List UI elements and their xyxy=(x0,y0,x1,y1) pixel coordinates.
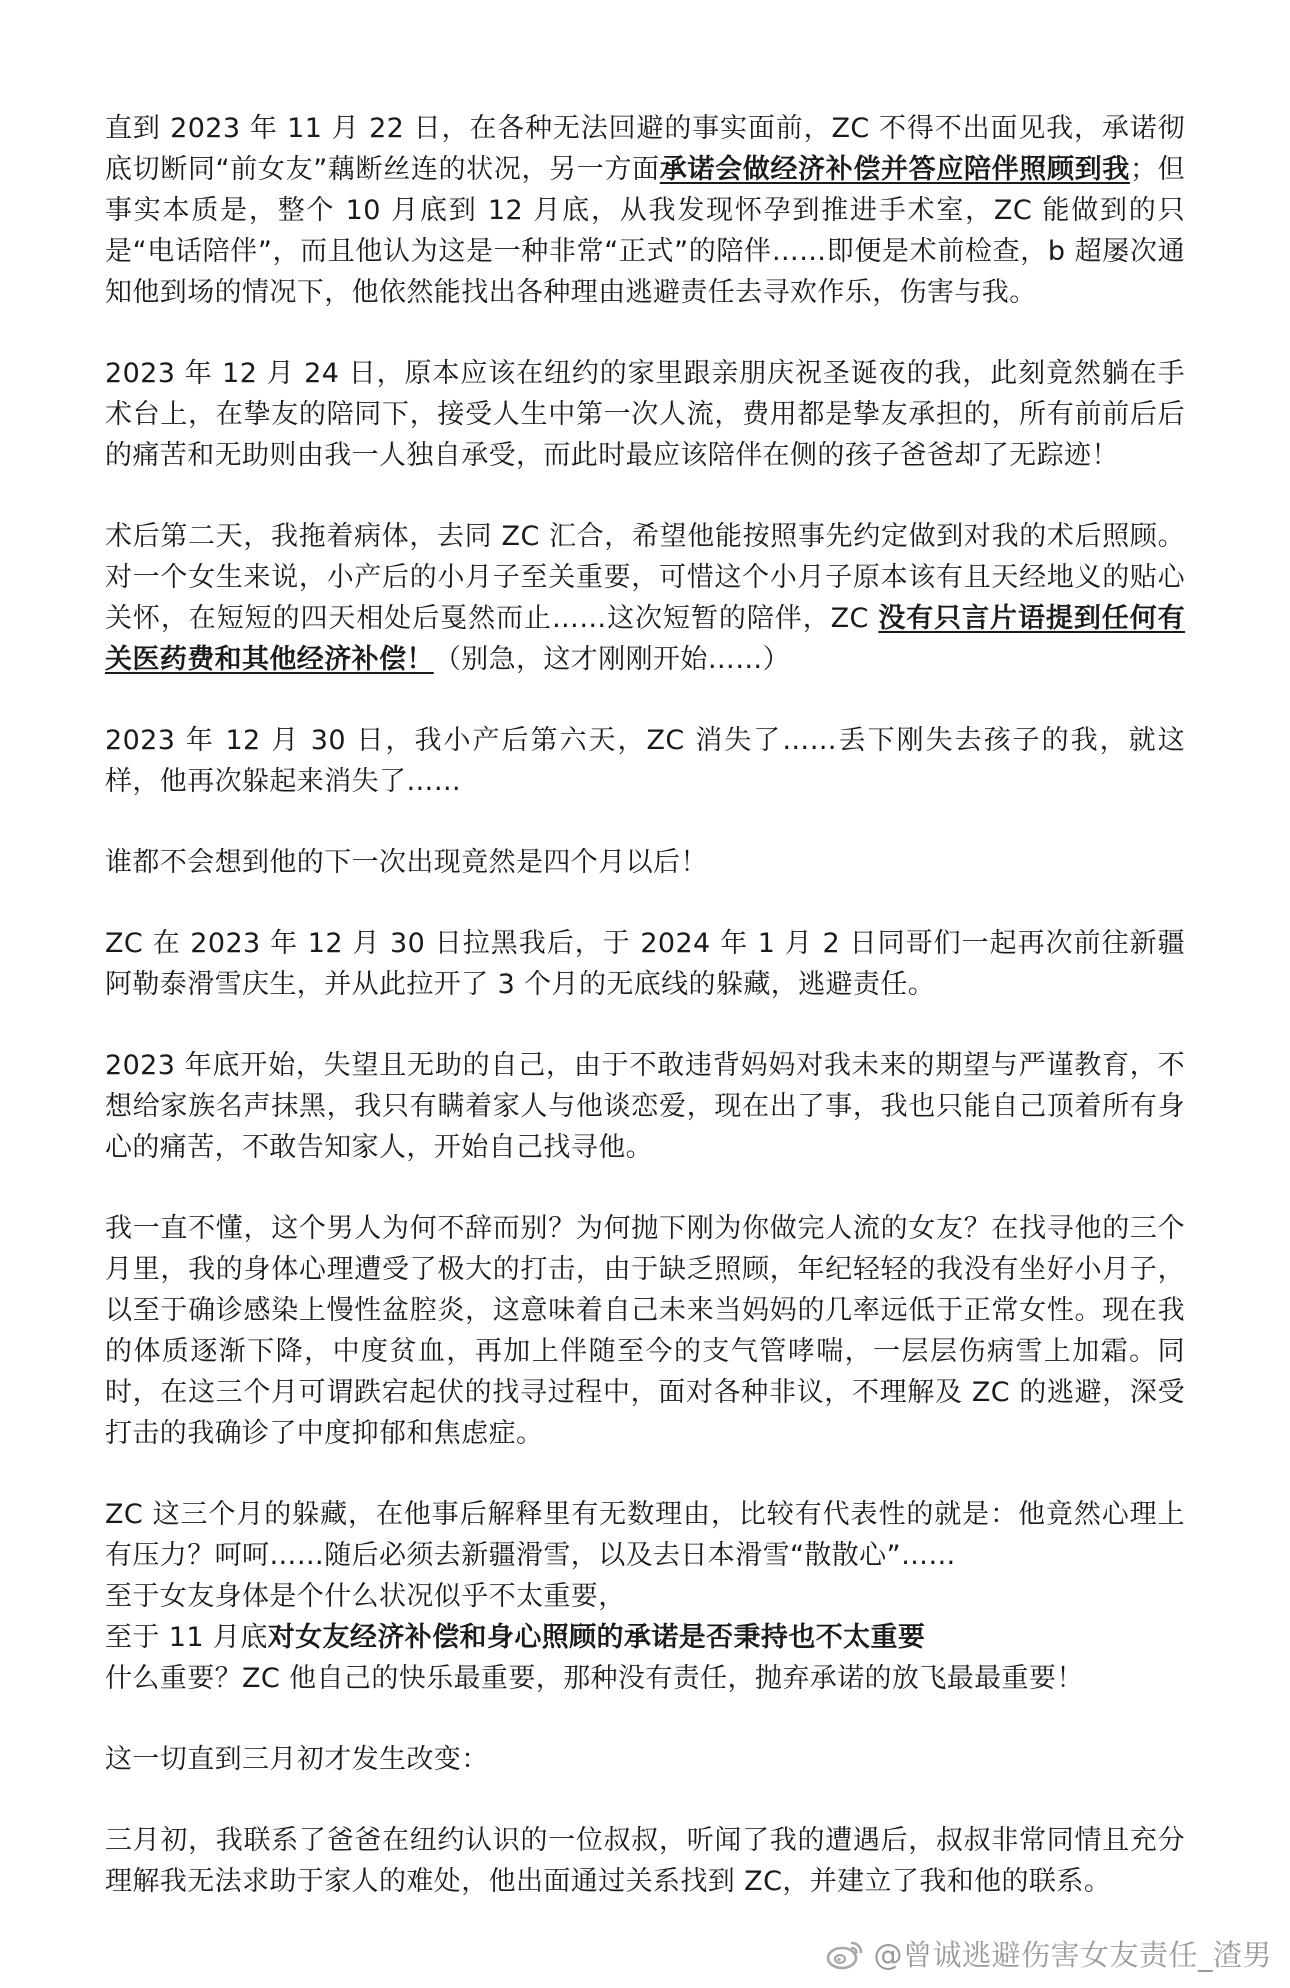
paragraph-8: 我一直不懂，这个男人为何不辞而别？为何抛下刚为你做完人流的女友？在找寻他的三个月里，我的身体心理遭受了极大的打击，由于缺乏照顾，年纪轻轻的我没有坐好小月子，以至于确诊感染上慢性盆腔炎，这意味着自己未来当妈妈的几率远低于正常女性。现在我的体质逐渐下降，中度贫血，再加上伴随至今的支气管哮喘，一层层伤病雪上加霜。同时，在这三个月可谓跌宕起伏的找寻过程中，面对各种非议，不理解及 ZC 的逃避，深受打击的我确诊了中度抑郁和焦虑症。 xyxy=(105,1213,1185,1449)
paragraph-9 xyxy=(105,1494,1185,1699)
paragraph-4: 2023 年 12 月 30 日，我小产后第六天，ZC 消失了……丢下刚失去孩子的我，就这样，他再次躲起来消失了…… xyxy=(105,725,1185,797)
paragraph-9-line-1: ZC 这三个月的躲藏，在他事后解释里有无数理由，比较有代表性的就是：他竟然心理上有压力？呵呵……随后必须去新疆滑雪，以及去日本滑雪“散散心”…… xyxy=(105,1499,1185,1571)
paragraph-3-emphasis: 没有只言片语提到任何有关医药费和其他经济补偿！ xyxy=(105,603,1186,675)
paragraph-1-text-a: 直到 2023 年 11 月 22 日，在各种无法回避的事实面前，ZC 不得不出面见我，承诺彻底切断同“前女友”藕断丝连的状况，另一方面 xyxy=(105,113,1185,185)
weibo-logo-icon xyxy=(825,1938,865,1970)
paragraph-3-text-c: （别急，这才刚刚开始……） xyxy=(433,644,791,675)
paragraph-1-emphasis: 承诺会做经济补偿并答应陪伴照顾到我 xyxy=(659,154,1130,185)
paragraph-9-line-4: 什么重要？ZC 他自己的快乐最重要，那种没有责任，抛弃承诺的放飞最最重要！ xyxy=(105,1663,1084,1694)
paragraph-10: 这一切直到三月初才发生改变： xyxy=(105,1744,489,1775)
paragraph-9-line-3 xyxy=(105,1617,1185,1658)
paragraph-3-text-a: 术后第二天，我拖着病体，去同 ZC 汇合，希望他能按照事先约定做到对我的术后照顾。对一个女生来说，小产后的小月子至关重要，可惜这个小月子原本该有且天经地义的贴心关怀，在短短的四天相处后戛然而止……这次短暂的陪伴，ZC xyxy=(105,521,1185,634)
weibo-watermark xyxy=(825,1933,1272,1974)
paragraph-5: 谁都不会想到他的下一次出现竟然是四个月以后！ xyxy=(105,847,708,878)
watermark-text: @曾诚逃避伤害女友责任_渣男 xyxy=(873,1938,1272,1972)
document-body xyxy=(105,108,1185,1902)
paragraph-9-line-3-text: 至于 11 月底 xyxy=(105,1622,268,1653)
paragraph-9-emphasis: 对女友经济补偿和身心照顾的承诺是否秉持也不太重要 xyxy=(267,1622,926,1653)
paragraph-6: ZC 在 2023 年 12 月 30 日拉黑我后，于 2024 年 1 月 2 日同哥们一起再次前往新疆阿勒泰滑雪庆生，并从此拉开了 3 个月的无底线的躲藏，逃避责任。 xyxy=(105,928,1185,1000)
paragraph-2: 2023 年 12 月 24 日，原本应该在纽约的家里跟亲朋庆祝圣诞夜的我，此刻竟然躺在手术台上，在挚友的陪同下，接受人生中第一次人流，费用都是挚友承担的，所有前前后后的痛苦和无助则由我一人独自承受，而此时最应该陪伴在侧的孩子爸爸却了无踪迹！ xyxy=(105,358,1185,471)
paragraph-7: 2023 年底开始，失望且无助的自己，由于不敢违背妈妈对我未来的期望与严谨教育，不想给家族名声抹黑，我只有瞒着家人与他谈恋爱，现在出了事，我也只能自己顶着所有身心的痛苦，不敢告知家人，开始自己找寻他。 xyxy=(105,1050,1185,1163)
paragraph-9-line-2: 至于女友身体是个什么状况似乎不太重要， xyxy=(105,1581,626,1612)
paragraph-3 xyxy=(105,516,1185,680)
paragraph-1-text-c: ；但事实本质是，整个 10 月底到 12 月底，从我发现怀孕到推进手术室，ZC 能做到的只是“电话陪伴”，而且他认为这是一种非常“正式”的陪伴……即便是术前检查，b 超屡次通知他到场的情况下，他依然能找出各种理由逃避责任去寻欢作乐，伤害与我。 xyxy=(105,154,1185,308)
paragraph-11: 三月初，我联系了爸爸在纽约认识的一位叔叔，听闻了我的遭遇后，叔叔非常同情且充分理解我无法求助于家人的难处，他出面通过关系找到 ZC，并建立了我和他的联系。 xyxy=(105,1825,1185,1897)
paragraph-1 xyxy=(105,108,1185,313)
